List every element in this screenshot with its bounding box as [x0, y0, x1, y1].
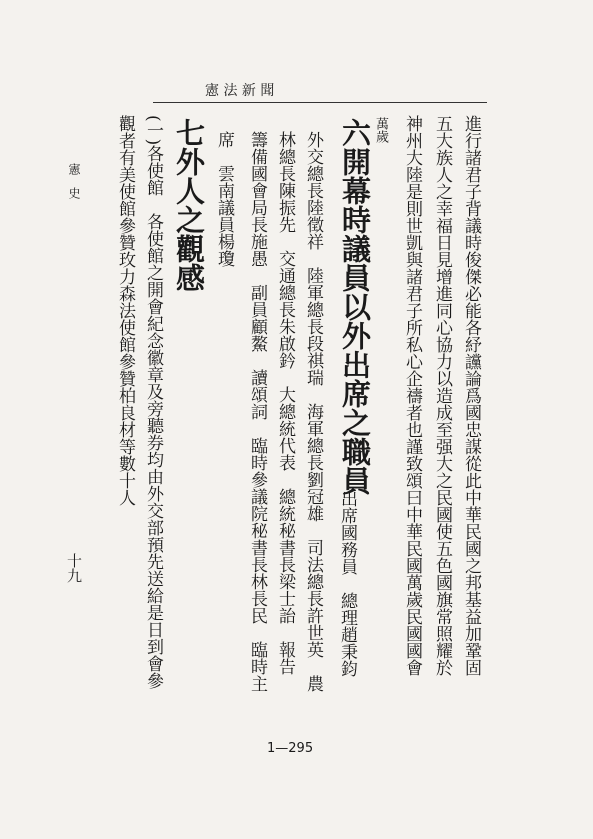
text-column-1: 進行諸君子背議時俊傑必能各紓讜論爲國忠謀從此中華民國之邦基益加鞏固	[461, 115, 481, 676]
text-column-10: (一)各使館 各使館之開會紀念徽章及旁聽券均由外交部預先送給是日到會參	[143, 115, 163, 690]
section-heading-7: 七外人之觀感	[172, 118, 206, 292]
text-column-4: 萬歲	[373, 117, 388, 143]
section-heading-6: 六開幕時議員以外出席之職員	[338, 118, 372, 495]
text-column-9: 席 雲南議員楊瓊	[214, 131, 234, 267]
text-column-11: 觀者有美使館參贊玫力森法使館參贊柏良材等數十人	[115, 115, 135, 506]
header-title: 憲 法 新 聞	[205, 83, 275, 99]
text-column-5: 出席國務員 總理趙秉鈞	[337, 490, 357, 677]
text-column-6: 外交總長陸徵祥 陸軍總長段祺瑞 海軍總長劉冠雄 司法總長許世英 農	[303, 131, 323, 692]
text-column-8: 籌備國會局長施愚 副員顧鰲 讀頌詞 臨時參議院秘書長林長民 臨時主	[247, 131, 267, 692]
footer-page-number: 1—295	[267, 741, 314, 756]
text-column-3: 神州大陸是則世凱與諸君子所私心企禱者也謹致頌曰中華民國萬歲民國國會	[402, 115, 422, 676]
text-column-2: 五大族人之幸福日見增進同心協力以造成至强大之民國使五色國旗常照耀於	[432, 115, 452, 676]
text-column-7: 林總長陳振先 交通總長朱啟鈐 大總統代表 總統秘書長梁士詒 報告	[275, 131, 295, 675]
header-rule	[153, 102, 487, 103]
side-label: 憲 史	[67, 163, 81, 199]
side-page-number: 十九	[65, 553, 83, 583]
